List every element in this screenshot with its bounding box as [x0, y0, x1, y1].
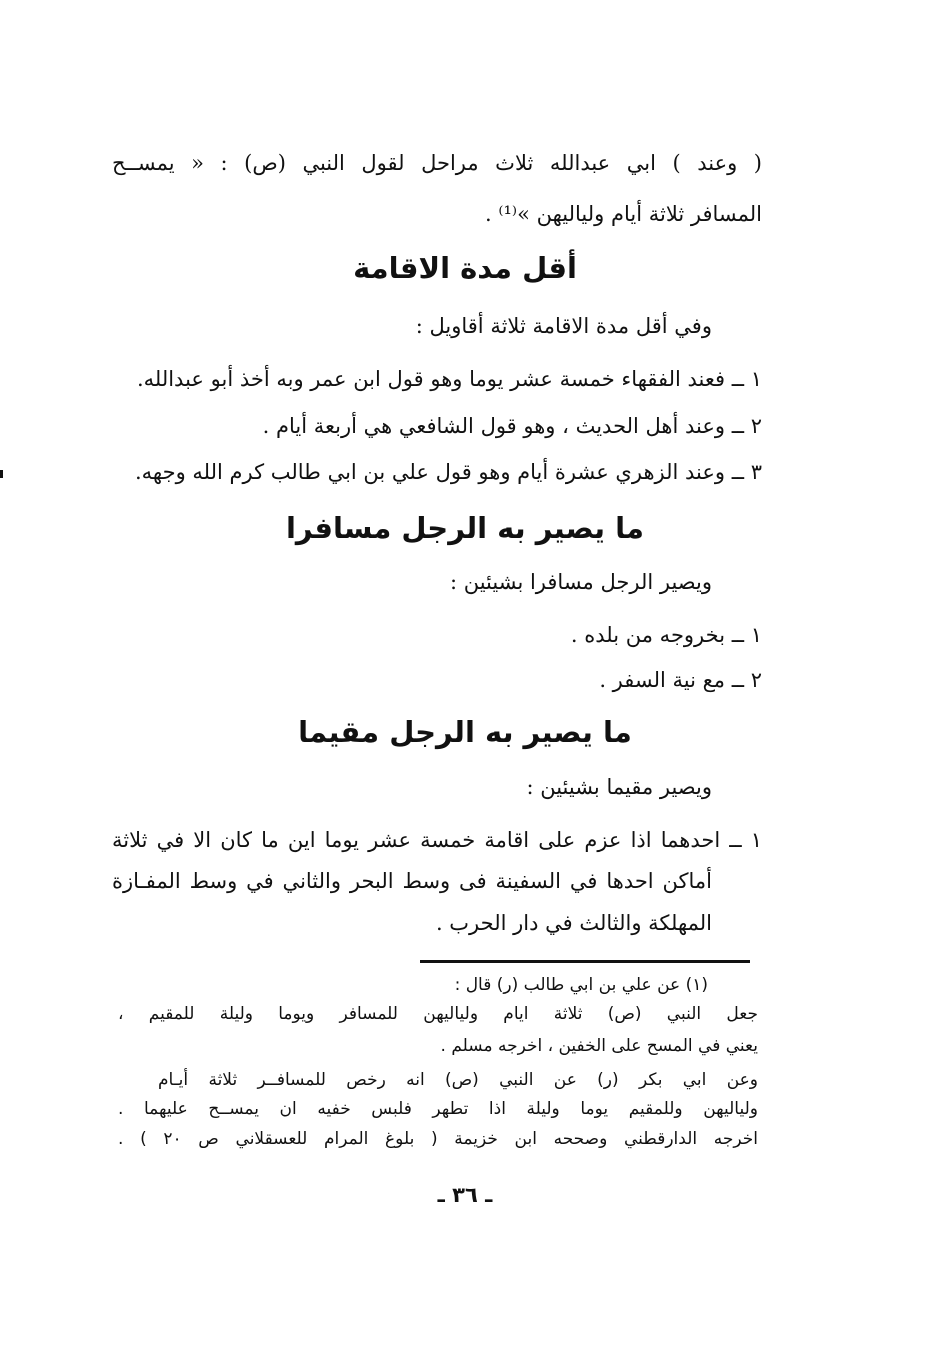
min-residence-item-1: ١ ــ فعند الفقهاء خمسة عشر يوما وهو قول ابن عمر وبه أخذ أبو عبدالله. [136, 367, 762, 391]
footnote-line-3: يعني في المسح على الخفين ، اخرجه مسلم . [440, 1036, 758, 1056]
becomes-traveler-item-2: ٢ ــ مع نية السفر . [599, 668, 762, 692]
footnote-line-6: اخرجه الدارقطني وصححه ابن خزيمة ( بلوغ المرام للعسقلاني ص ٢٠ ) . [118, 1129, 758, 1149]
footnote-line-2: جعل النبي (ص) ثلاثة ايام ولياليهن للمسافر ويوما وليلة للمقيم ، [118, 1004, 758, 1024]
becomes-traveler-intro: ويصير الرجل مسافرا بشيئين : [449, 570, 712, 594]
min-residence-intro: وفي أقل مدة الاقامة ثلاثة أقاويل : [415, 314, 712, 338]
intro-paragraph-line-1: ( وعند ) ابي عبدالله ثلاث مراحل لقول النبي (ص) : « يمســح [112, 151, 762, 175]
scan-edge-mark [0, 470, 3, 478]
min-residence-item-2: ٢ ــ وعند أهل الحديث ، وهو قول الشافعي هي أربعة أيام . [262, 414, 762, 438]
intro-paragraph-line-2: المسافر ثلاثة أيام ولياليهن »⁽¹⁾ . [484, 202, 762, 226]
footnote-line-5: ولياليهن وللمقيم يوما وليلة اذا تطهر فلبس خفيه ان يمســح عليهما . [118, 1099, 758, 1119]
heading-min-residence: أقل مدة الاقامة [353, 251, 577, 285]
footnote-line-4: وعن ابي بكر (ر) عن النبي (ص) انه رخص للمسافــر ثلاثة أيـام [158, 1070, 758, 1090]
becomes-resident-item-1-line-2: أماكن احدها في السفينة فى وسط البحر والثاني في وسط المفـازة [112, 869, 712, 893]
footnote-separator [420, 960, 750, 963]
becomes-traveler-item-1: ١ ــ بخروجه من بلده . [570, 623, 762, 647]
min-residence-item-3: ٣ ــ وعند الزهري عشرة أيام وهو قول علي بن ابي طالب كرم الله وجهه. [134, 460, 762, 484]
page-number: ـ ٣٦ ـ [437, 1183, 493, 1207]
footnote-line-1: (١) عن علي بن ابي طالب (ر) قال : [454, 975, 708, 995]
becomes-resident-item-1-line-1: ١ ــ احدهما اذا عزم على اقامة خمسة عشر يوما اين ما كان الا في ثلاثة [112, 828, 762, 852]
heading-becomes-resident: ما يصير به الرجل مقيما [298, 715, 632, 749]
becomes-resident-intro: ويصير مقيما بشيئين : [526, 775, 712, 799]
becomes-resident-item-1-line-3: المهلكة والثالث في دار الحرب . [435, 911, 712, 935]
heading-becomes-traveler: ما يصير به الرجل مسافرا [285, 511, 645, 545]
